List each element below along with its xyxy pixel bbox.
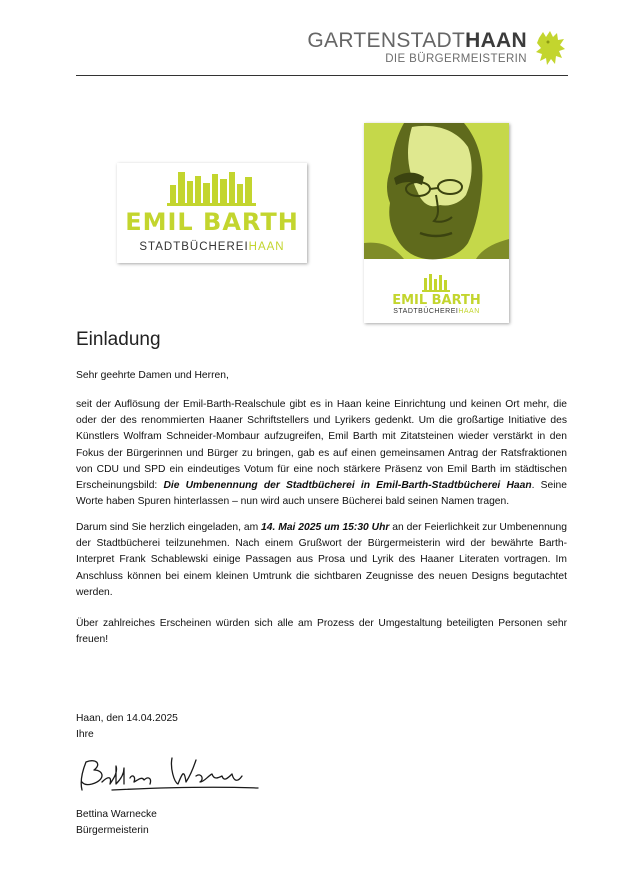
small-book-spines-icon [422,274,450,292]
letter-heading: Einladung [76,329,161,350]
paragraph-3 [76,616,567,648]
paragraph-1-emphasis: Die Umbenennung der Stadtbücherei in Emil-Barth-Stadtbücherei Haan [163,480,532,492]
portrait-logo-title: EMIL BARTH [392,293,481,308]
signer-block [76,807,567,839]
paragraph-1 [76,397,567,510]
salutation [76,368,567,384]
logo-title: EMIL BARTH [125,208,299,236]
header-rule [76,75,568,76]
library-logo-card [117,163,307,263]
closing: Ihre [76,729,94,741]
handwritten-signature [72,752,262,798]
signer-name: Bettina Warnecke [76,809,157,820]
logo-subtitle-suffix: HAAN [248,241,285,253]
signer-title: Bürgermeisterin [76,825,149,837]
paragraph-1-text: seit der Auflösung der Emil-Barth-Realschule gibt es in Haan keine Einrichtung und keinen Ort mehr, die oder der des renommierten Haaner Schriftstellers und Lyrikers gedenkt. Um die großartige Initiative des Künstlers Wolfram Schneider-Mombaur aufzugreifen, Emil Barth mit Zitatsteinen wieder verstärkt in den Fokus der Bürgerinnen und Bürger zu bringen, gab es auf einen gemeinsamen Antrag der Ratsfraktionen von CDU und SPD ein eindeutiges Votum für eine noch stärkere Präsenz von Emil Barth im städtischen Erscheinungsbild: [76,399,567,492]
portrait-card [364,123,509,323]
paragraph-2-start: Darum sind Sie herzlich eingeladen, am [76,522,262,533]
paragraph-3-text: Über zahlreiches Erscheinen würden sich alle am Prozess der Umgestaltung beteiligten Personen sehr freuen! [76,618,567,646]
portrait-subtitle-prefix: STADTBÜCHEREI [393,308,459,315]
logo-subtitle-prefix: STADTBÜCHEREI [139,241,249,253]
paragraph-2 [76,520,567,601]
portrait-subtitle-suffix: HAAN [458,308,480,315]
brand-subtitle: DIE BÜRGERMEISTERIN [385,53,527,65]
portrait-logo-subtitle [364,308,509,315]
paragraph-1-end: . Seine Worte haben Spuren hinterlassen – nun wird auch unsere Bücherei bald seinen Namen tragen. [76,480,567,508]
book-spines-icon [167,172,256,206]
brand-prefix: GARTENSTADT [307,29,466,52]
logo-subtitle [117,241,307,253]
brand-wordmark [307,30,527,52]
place-date-block [76,711,567,743]
header-brand [307,30,527,65]
brand-suffix: HAAN [465,29,527,52]
place-date: Haan, den 14.04.2025 [76,713,178,724]
salutation-text: Sehr geehrte Damen und Herren, [76,370,229,381]
paragraph-2-end: an der Feierlichkeit zur Umbenennung der Stadtbücherei teilzunehmen. Nach einem Grußwort der Bürgermeisterin wird der bewährte Barth-Interpret Frank Schablewski einige Passagen aus Prosa und Lyrik des Haaner Literaten vortragen. Im Anschluss können bei einem kleinen Umtrunk die sichtbaren Zeugnisse des neuen Designs begutachtet werden. [76,522,567,598]
lion-crest-icon [533,28,569,68]
event-date-time: 14. Mai 2025 um 15:30 Uhr [261,522,390,533]
